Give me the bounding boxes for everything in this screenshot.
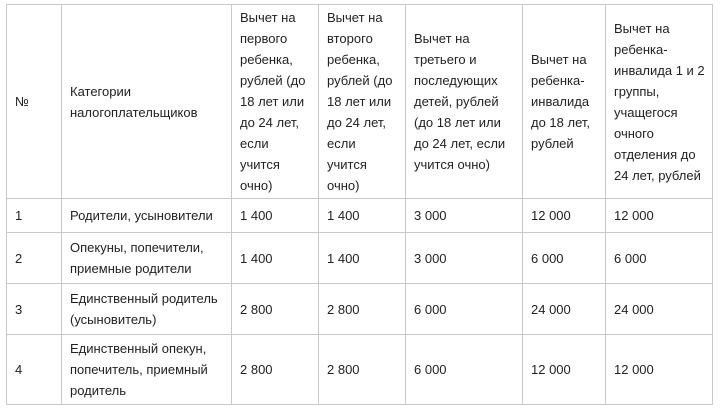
- header-disabled-child-deduction: Вычет на ребенка-инвалида до 18 лет, рублей: [523, 5, 606, 199]
- row-number: 3: [7, 284, 62, 335]
- header-number: №: [7, 5, 62, 199]
- header-third-child-deduction: Вычет на третьего и последующих детей, рублей (до 18 лет или до 24 лет, если учится очно): [406, 5, 523, 199]
- row-category: Опекуны, попечители, приемные родители: [62, 233, 232, 284]
- row-number: 4: [7, 335, 62, 405]
- table-cell: 1 400: [232, 199, 319, 233]
- table-row: [7, 199, 713, 233]
- table-cell: 2 800: [232, 284, 319, 335]
- table-cell: 6 000: [523, 233, 606, 284]
- table-cell: 3 000: [406, 233, 523, 284]
- row-category: Единственный родитель (усыновитель): [62, 284, 232, 335]
- table-cell: 6 000: [406, 284, 523, 335]
- header-category: Категории налогоплательщиков: [62, 5, 232, 199]
- header-second-child-deduction: Вычет на второго ребенка, рублей (до 18 лет или до 24 лет, если учится очно): [319, 5, 406, 199]
- table-cell: 1 400: [319, 233, 406, 284]
- table-cell: 24 000: [606, 284, 713, 335]
- table-cell: 3 000: [406, 199, 523, 233]
- table-cell: 12 000: [606, 335, 713, 405]
- table-row: [7, 284, 713, 335]
- row-category: Родители, усыновители: [62, 199, 232, 233]
- header-row: [7, 5, 713, 199]
- table-cell: 2 800: [319, 335, 406, 405]
- header-first-child-deduction: Вычет на первого ребенка, рублей (до 18 лет или до 24 лет, если учится очно): [232, 5, 319, 199]
- child-tax-deductions-table: [6, 4, 713, 405]
- table-cell: 6 000: [606, 233, 713, 284]
- table-cell: 2 800: [232, 335, 319, 405]
- table-row: [7, 335, 713, 405]
- table-cell: 1 400: [319, 199, 406, 233]
- table-cell: 24 000: [523, 284, 606, 335]
- table-cell: 6 000: [406, 335, 523, 405]
- table-cell: 12 000: [606, 199, 713, 233]
- table-cell: 12 000: [523, 335, 606, 405]
- table-cell: 1 400: [232, 233, 319, 284]
- header-disabled-child-group-deduction: Вычет на ребенка-инвалида 1 и 2 группы, учащегося очного отделения до 24 лет, рублей: [606, 5, 713, 199]
- row-number: 1: [7, 199, 62, 233]
- row-number: 2: [7, 233, 62, 284]
- row-category: Единственный опекун, попечитель, приемный родитель: [62, 335, 232, 405]
- table-cell: 12 000: [523, 199, 606, 233]
- table-cell: 2 800: [319, 284, 406, 335]
- table-row: [7, 233, 713, 284]
